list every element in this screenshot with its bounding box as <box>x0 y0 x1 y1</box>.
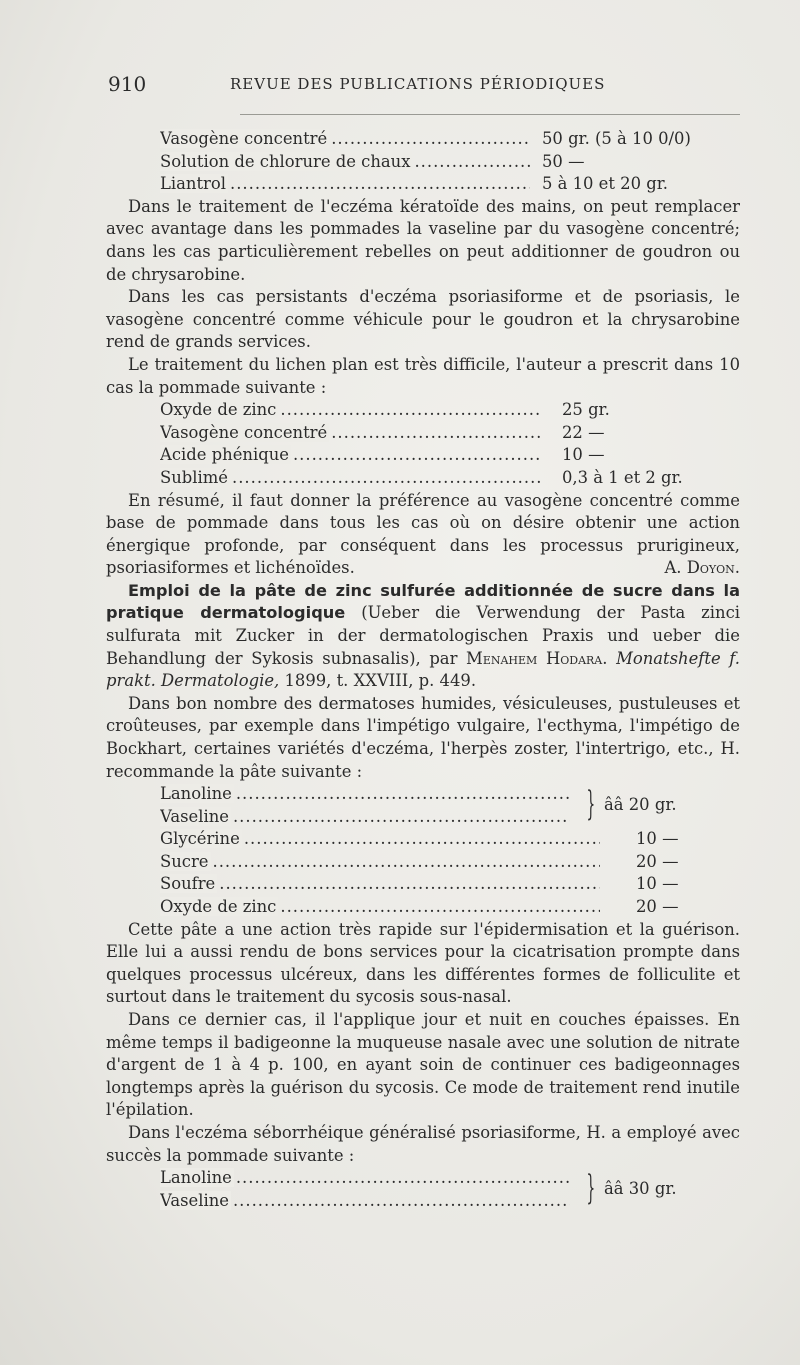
paragraph: Dans ce dernier cas, il l'applique jour et nuit en couches épaisses. En même temps il badigeonne la muqueuse nasale avec une solution de nitrate d'argent de 1 à 4 p. 100, en ayant soin de continuer ces badigeonnages longtemps après la guérison du sycosis. Ce mode de traitement rend inutile l'épilation. <box>106 1009 740 1120</box>
article-journal: Monatshefte f. prakt. Dermatologie, <box>106 648 740 691</box>
paragraph: Le traitement du lichen plan est très difficile, l'auteur a prescrit dans 10 cas la pommade suivante : <box>106 354 740 397</box>
rx-dose: ââ 20 gr. <box>604 795 677 815</box>
prescription-3 <box>160 783 740 918</box>
rx-line <box>160 128 740 151</box>
rx-dose: 22 — <box>562 422 605 442</box>
article-entry <box>106 580 740 693</box>
paragraph <box>106 490 740 580</box>
rx-ingredient: Vaseline <box>160 806 229 826</box>
rx-ingredient: Vasogène concentré <box>160 422 328 442</box>
header-rule <box>240 114 740 115</box>
rx-brace-group <box>160 1167 740 1212</box>
brace-symbol: } <box>586 1168 596 1209</box>
rx-ingredient: Sucre <box>160 851 209 871</box>
rx-line <box>160 151 740 174</box>
paragraph-text: En résumé, il faut donner la préférence au vasogène concentré comme base de pommade dans tous les cas où on désire obtenir une action énergique profonde, par conséquent dans les processus prurigineux, psoriasiformes et lichénoïdes. <box>106 490 740 578</box>
signature: A. Doyon. <box>664 558 740 578</box>
rx-brace-group <box>160 783 740 828</box>
prescription-2 <box>160 399 740 489</box>
paragraph: Dans les cas persistants d'eczéma psoriasiforme et de psoriasis, le vasogène concentré comme véhicule pour le goudron et la chrysarobine rend de grands services. <box>106 287 740 352</box>
rx-line <box>160 896 740 919</box>
rx-dose: 0,3 à 1 et 2 gr. <box>562 467 683 487</box>
rx-line <box>160 828 740 851</box>
page-header <box>108 72 740 100</box>
rx-line <box>160 444 740 467</box>
rx-ingredient: Glycérine <box>160 829 240 849</box>
rx-ingredient: Acide phénique <box>160 445 289 465</box>
rx-ingredient: Oxyde de zinc <box>160 897 277 916</box>
rx-dose: 50 — <box>542 151 585 171</box>
rx-dose: 5 à 10 et 20 gr. <box>542 174 668 194</box>
rx-dose: 10 — <box>562 445 605 465</box>
rx-dose: 10 — <box>636 874 679 894</box>
rx-ingredient: Vasogène concentré <box>160 129 328 148</box>
rx-ingredient: Lanoline <box>160 784 232 804</box>
prescription-1 <box>160 128 740 196</box>
prescription-4 <box>160 1167 740 1212</box>
rx-ingredient: Sublimé <box>160 467 229 487</box>
rx-ingredient: Liantrol <box>160 174 226 194</box>
rx-dose: 10 — <box>636 829 679 849</box>
running-title: REVUE DES PUBLICATIONS PÉRIODIQUES <box>230 75 606 93</box>
article-reference: 1899, t. XXVIII, p. 449. <box>279 671 477 691</box>
rx-ingredient: Oxyde de zinc <box>160 400 277 420</box>
page-number: 910 <box>108 72 147 96</box>
paragraph: Cette pâte a une action très rapide sur l'épidermisation et la guérison. Elle lui a aussi rendu de bons services pour la cicatrisation prompte dans quelques processus ulcéreux, dans les différentes formes de folliculite et surtout dans le traitement du sycosis sous-nasal. <box>106 919 740 1007</box>
rx-line <box>160 467 740 490</box>
article-subtitle: (Ueber die Verwendung der Pasta zinci sulfurata mit Zucker in der dermatologischen Praxis und ueber die Behandlung der Sykosis subnasalis), par <box>106 603 740 668</box>
paragraph: Dans bon nombre des dermatoses humides, vésiculeuses, pustuleuses et croûteuses, par exemple dans l'impétigo vulgaire, l'ecthyma, l'impétigo de Bockhart, certaines variétés d'eczéma, l'herpès zoster, l'intertrigo, etc., H. recommande la pâte suivante : <box>106 693 740 781</box>
article-title: Emploi de la pâte de zinc sulfurée additionnée de sucre dans la pratique dermatologique <box>106 580 740 623</box>
rx-dose: 20 — <box>636 851 679 871</box>
rx-ingredient: Soufre <box>160 874 216 894</box>
page-body <box>106 128 740 1212</box>
rx-dose: 25 gr. <box>562 400 610 420</box>
brace-symbol: } <box>586 784 596 825</box>
rx-line <box>160 851 740 874</box>
rx-dose: ââ 30 gr. <box>604 1179 677 1199</box>
rx-dose: 20 — <box>636 897 679 916</box>
rx-ingredient: Solution de chlorure de chaux <box>160 151 411 171</box>
rx-line <box>160 873 740 896</box>
rx-ingredient: Lanoline <box>160 1168 232 1188</box>
article-author: Menahem Hodara. <box>466 648 608 668</box>
rx-line <box>160 399 740 422</box>
rx-ingredient: Vaseline <box>160 1190 229 1210</box>
rx-dose: 50 gr. (5 à 10 0/0) <box>542 129 691 148</box>
rx-line <box>160 422 740 445</box>
paragraph: Dans le traitement de l'eczéma kératoïde des mains, on peut remplacer avec avantage dans les pommades la vaseline par du vasogène concentré; dans les cas particulièrement rebelles on peut additionner de goudron ou de chrysarobine. <box>106 196 740 284</box>
rx-line <box>160 173 740 196</box>
paragraph: Dans l'eczéma séborrhéique généralisé psoriasiforme, H. a employé avec succès la pommade suivante : <box>106 1122 740 1165</box>
